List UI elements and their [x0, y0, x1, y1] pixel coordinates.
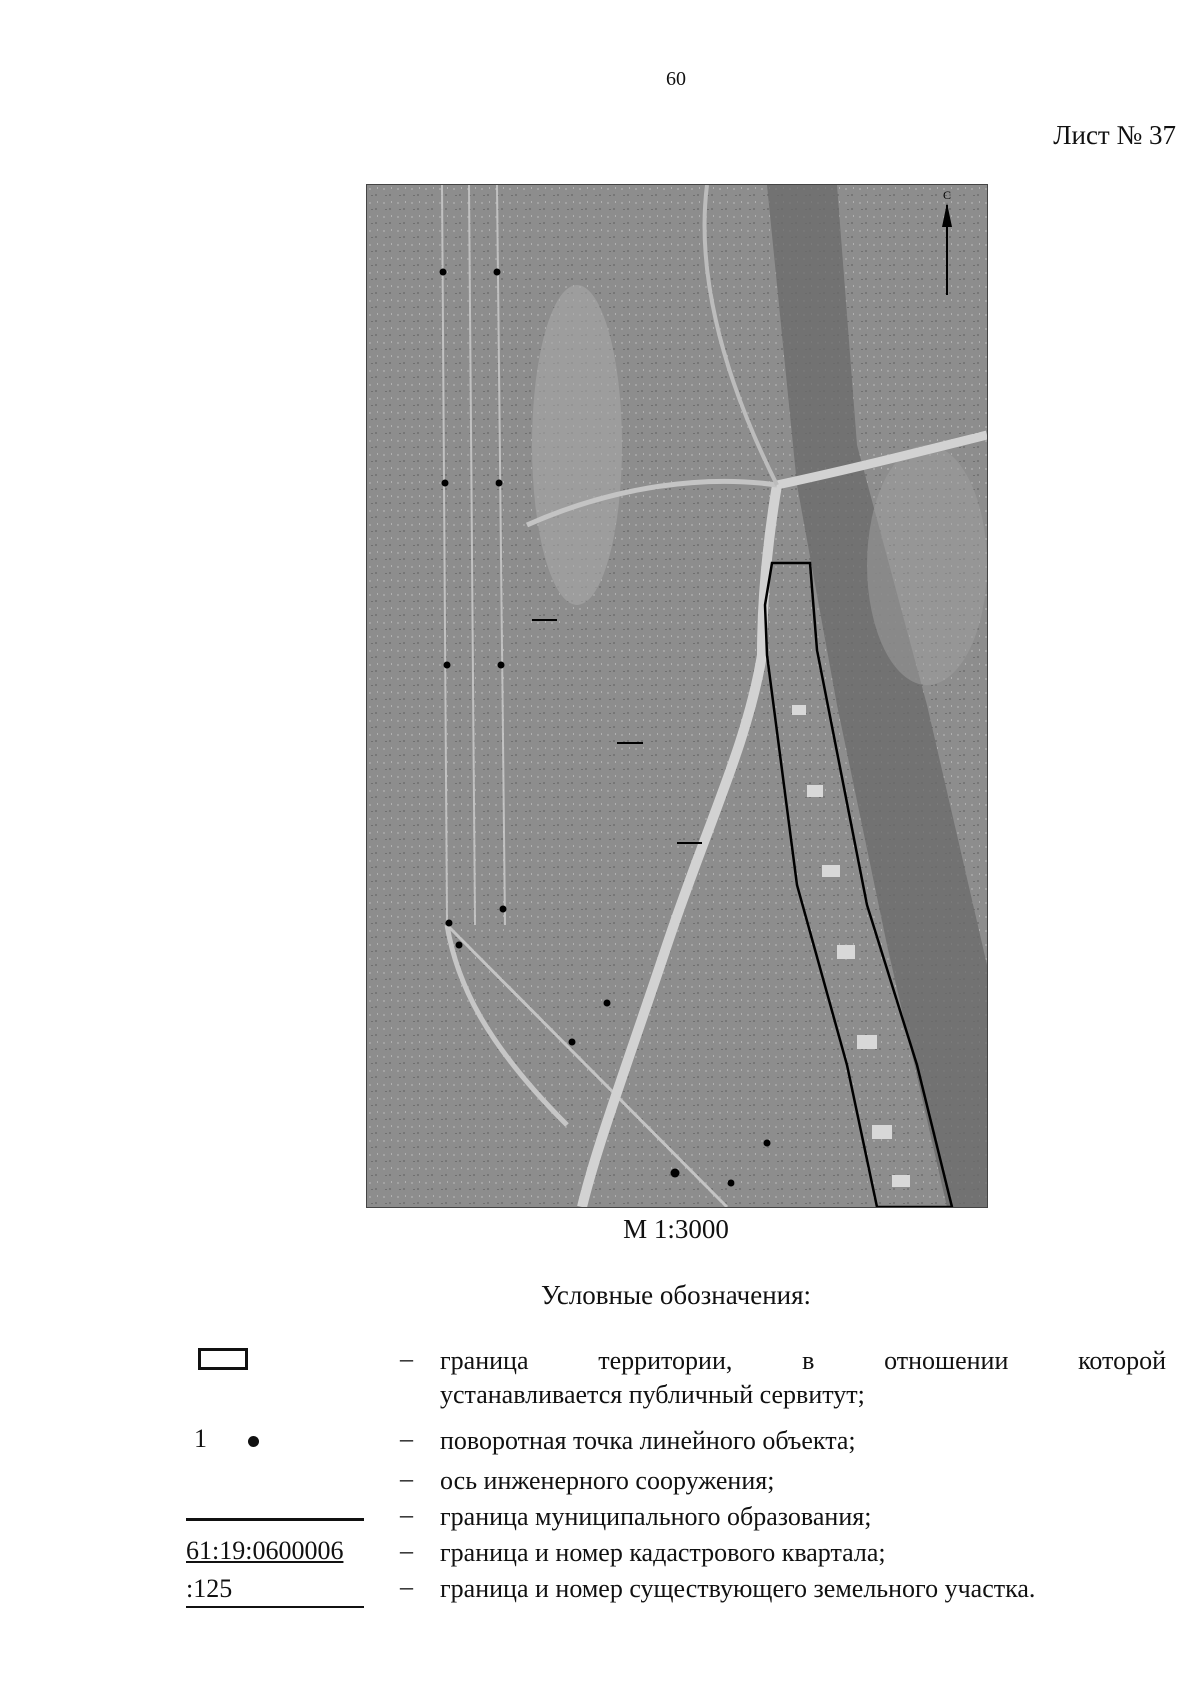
legend-item-cadastral: 61:19:0600006 – граница и номер кадастрового квартала; — [186, 1536, 1166, 1572]
aerial-map — [367, 185, 987, 1207]
legend-item-point: 1 – поворотная точка линейного объекта; — [186, 1424, 1166, 1464]
legend-item-text: граница муниципального образования; — [440, 1502, 872, 1531]
legend-item-parcel: :125 – граница и номер существующего земельного участка. — [186, 1572, 1166, 1608]
point-symbol — [248, 1436, 259, 1447]
page-number: 60 — [666, 68, 686, 90]
light-field — [532, 285, 622, 605]
legend-title: Условные обозначения: — [540, 1280, 812, 1310]
legend-item-boundary: – граница территории, в отношении которой устанавливается публичный сервитут; — [186, 1344, 1166, 1424]
sheet-label: Лист № 37 — [1053, 120, 1176, 150]
map-image — [366, 184, 988, 1208]
legend-item-text: граница территории, в отношении которой — [440, 1346, 1166, 1375]
municipal-line-symbol — [186, 1518, 364, 1521]
north-arrow-label: С — [942, 188, 952, 202]
legend-item-axis: – ось инженерного сооружения; — [186, 1464, 1166, 1500]
legend-item-text: устанавливается публичный сервитут; — [440, 1380, 865, 1409]
legend-item-text: поворотная точка линейного объекта; — [440, 1426, 856, 1455]
light-field-right — [867, 445, 987, 685]
legend-item-text: ось инженерного сооружения; — [440, 1466, 775, 1495]
point-number: 1 — [194, 1424, 207, 1453]
cadastral-number: 61:19:0600006 — [186, 1536, 344, 1565]
legend-item-text: граница и номер кадастрового квартала; — [440, 1538, 886, 1567]
legend-item-municipal: – граница муниципального образования; — [186, 1500, 1166, 1536]
legend-item-text: граница и номер существующего земельного участка. — [440, 1574, 1036, 1603]
legend — [186, 1344, 1166, 1608]
map-scale: М 1:3000 — [623, 1214, 729, 1244]
servitude-boundary-symbol — [198, 1348, 248, 1370]
parcel-number: :125 — [186, 1572, 364, 1608]
